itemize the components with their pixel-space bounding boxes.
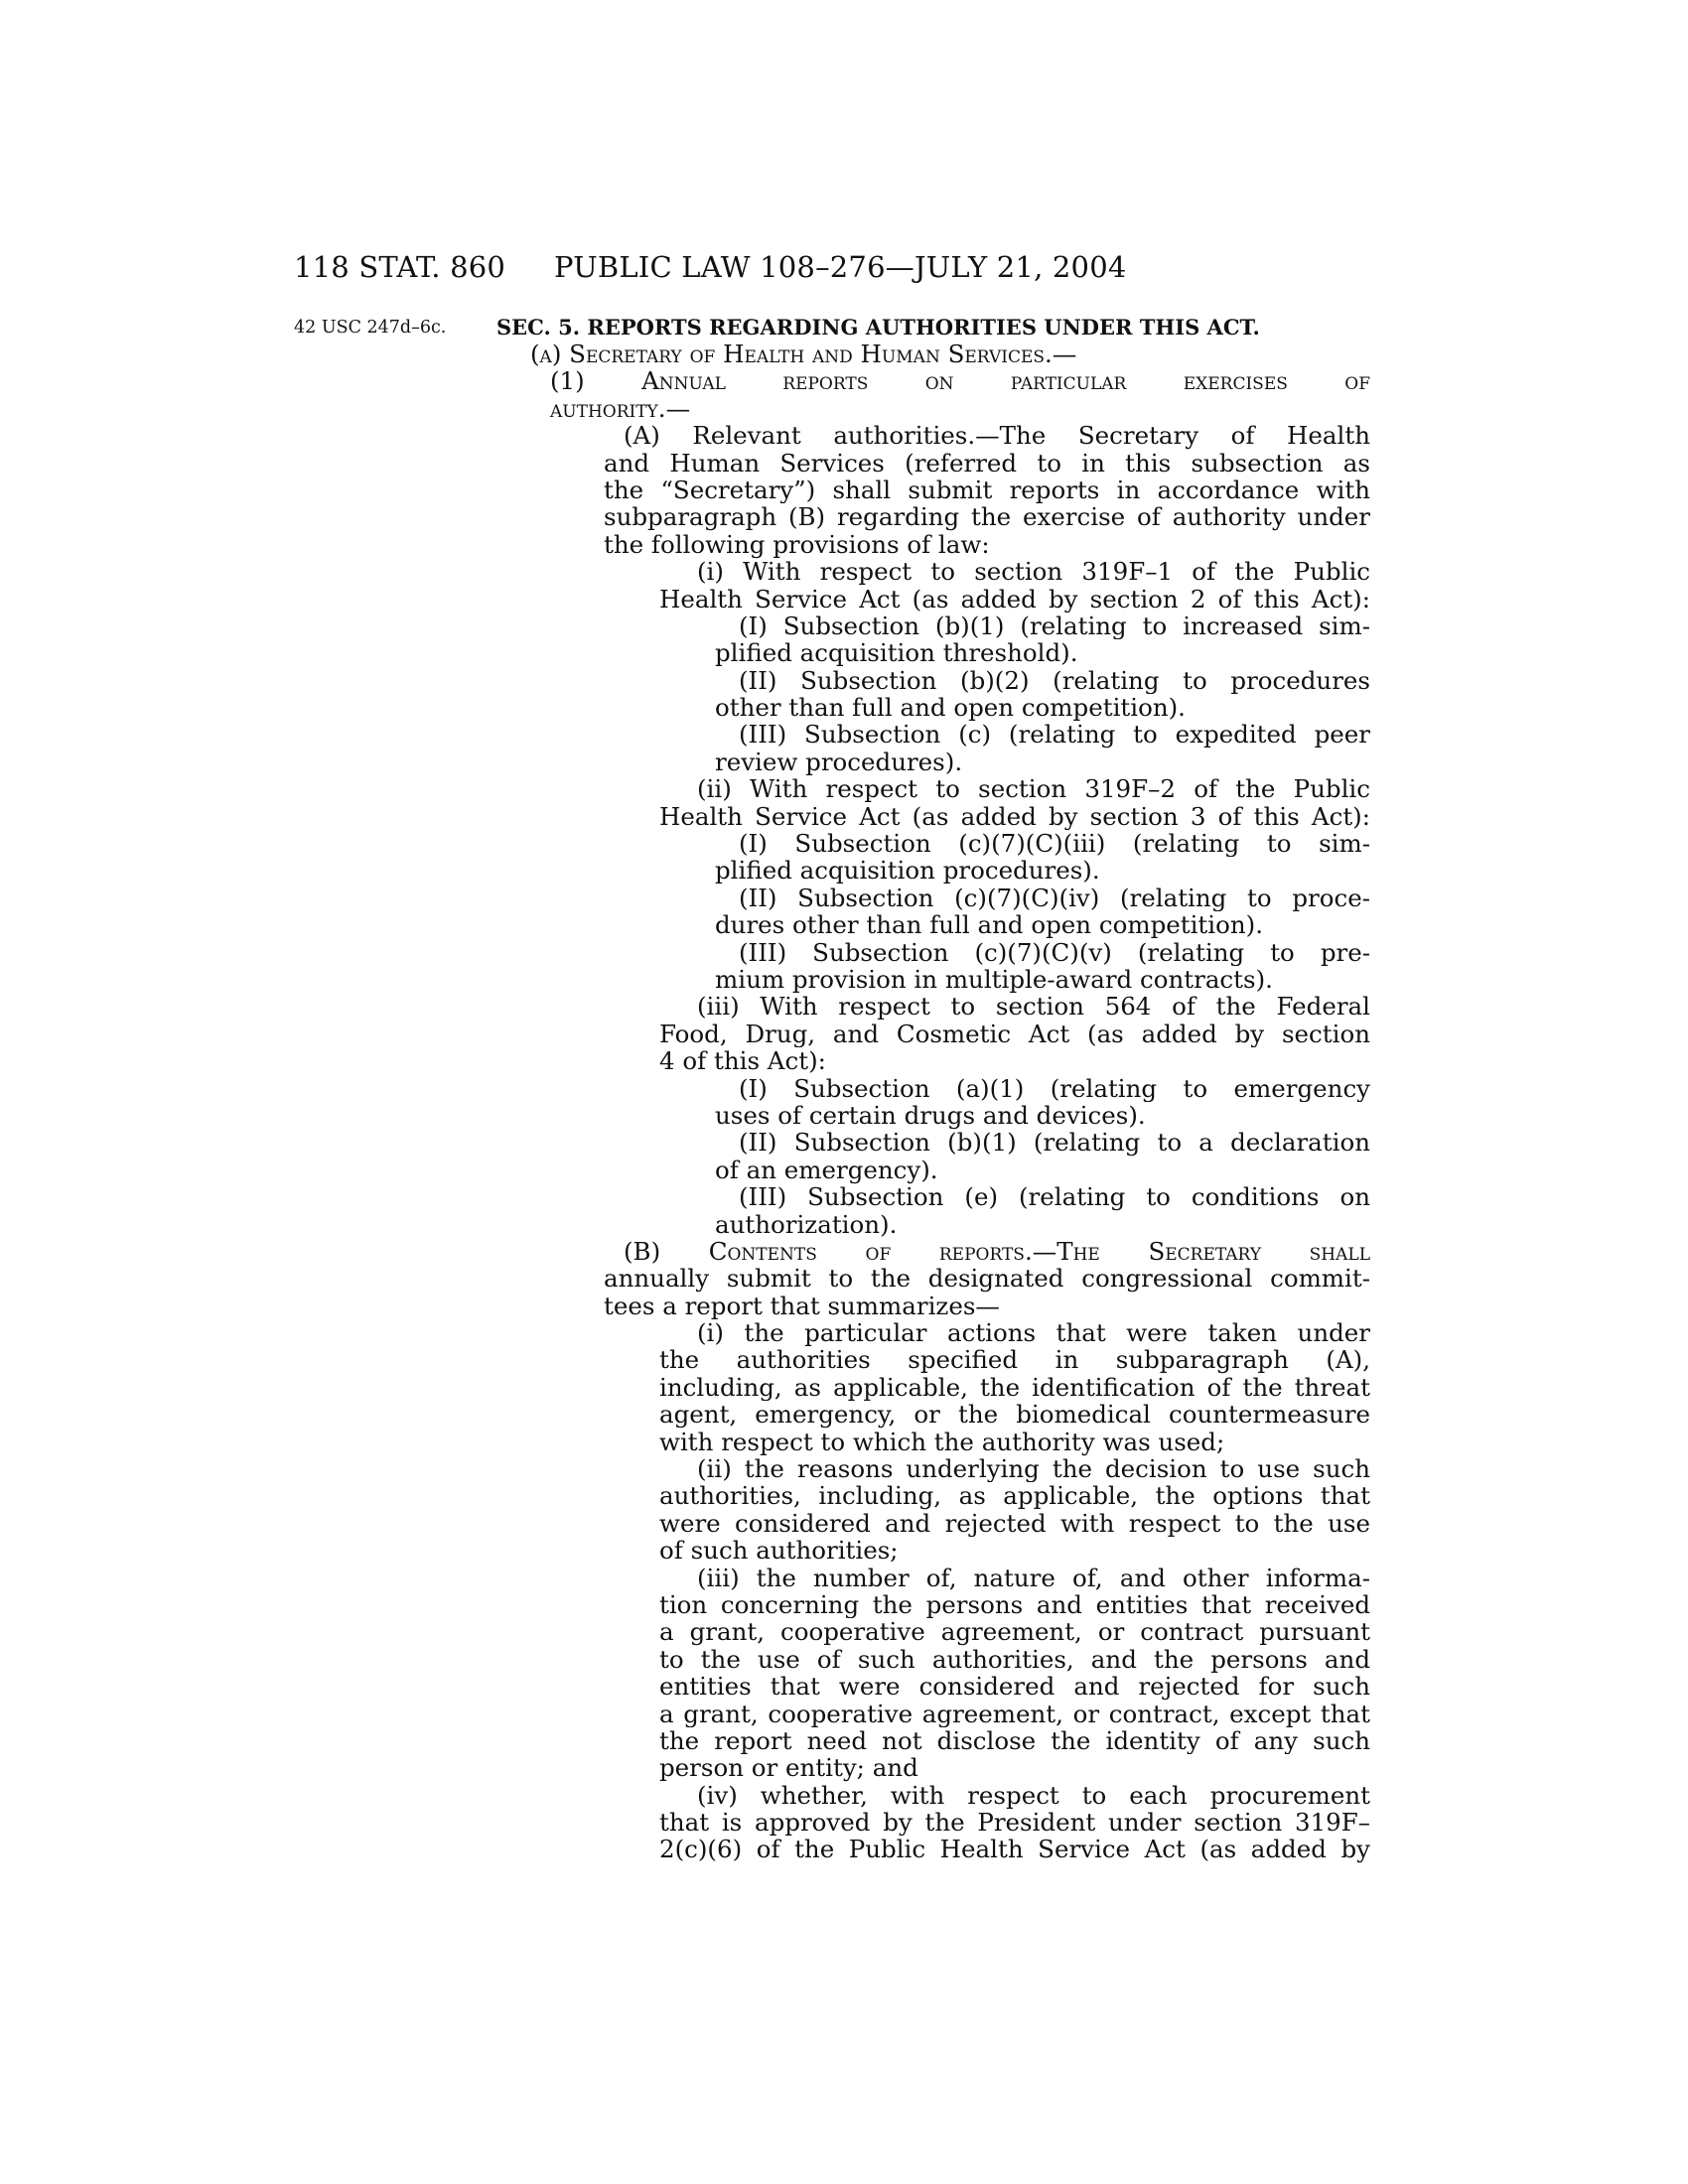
stat-page-number: 118 STAT. 860 [294,250,506,284]
paragraph-line: (B) Contents of reports.—The Secretary shall [624,1237,1370,1266]
paragraph-line: the following provisions of law: [604,529,990,559]
paragraph-line: (III) Subsection (c) (relating to expedited peer [739,721,1370,749]
paragraph-line: entities that were considered and rejected for such [659,1673,1370,1701]
paragraph-line: (II) Subsection (b)(1) (relating to a declaration [739,1129,1370,1157]
paragraph-line: (II) Subsection (b)(2) (relating to procedures [739,666,1370,695]
paragraph-line: (II) Subsection (c)(7)(C)(iv) (relating to proce- [739,884,1370,912]
paragraph-line: with respect to which the authority was used; [659,1427,1225,1456]
paragraph-line: (A) Relevant authorities.—The Secretary of Health [624,422,1370,450]
paragraph-line: (i) With respect to section 319F–1 of the Public [697,558,1370,586]
margin-citation: 42 USC 247d–6c. [294,318,447,338]
running-header-title: PUBLIC LAW 108–276—JULY 21, 2004 [554,250,1127,284]
paragraph-line: agent, emergency, or the biomedical countermeasure [659,1401,1370,1429]
paragraph-line: plified acquisition procedures). [715,856,1100,886]
paragraph-line: 4 of this Act): [659,1046,826,1076]
paragraph-line: Food, Drug, and Cosmetic Act (as added by section [659,1020,1370,1048]
paragraph-line: authority.— [550,393,691,423]
paragraph-line: (iii) With respect to section 564 of the Federal [697,993,1370,1021]
paragraph-line: other than full and open competition). [715,693,1186,723]
paragraph-line: (i) the particular actions that were taken under [697,1319,1370,1347]
paragraph-line: tion concerning the persons and entities that received [659,1590,1370,1619]
paragraph-line: tees a report that summarizes— [604,1291,1000,1320]
subsection-a-heading: (a) Secretary of Health and Human Services.— [530,340,1077,368]
paragraph-line: to the use of such authorities, and the persons and [659,1645,1370,1674]
paragraph-line: Health Service Act (as added by section 3 of this Act): [659,802,1370,831]
paragraph-line: dures other than full and open competition). [715,910,1263,940]
paragraph-line: uses of certain drugs and devices). [715,1100,1146,1130]
paragraph-line: Health Service Act (as added by section 2 of this Act): [659,585,1370,613]
paragraph-line: (iv) whether, with respect to each procurement [697,1781,1370,1810]
paragraph-line: annually submit to the designated congressional commit- [604,1265,1370,1293]
section-heading: SEC. 5. REPORTS REGARDING AUTHORITIES UNDER THIS ACT. [496,315,1260,340]
paragraph-line: were considered and rejected with respect to the use [659,1509,1370,1538]
paragraph-line: plified acquisition threshold). [715,638,1078,668]
paragraph-line: 2(c)(6) of the Public Health Service Act (as added by [659,1836,1370,1863]
paragraph-line: authorities, including, as applicable, the options that [659,1482,1370,1510]
paragraph-line: a grant, cooperative agreement, or contract pursuant [659,1618,1370,1646]
paragraph-line: (III) Subsection (c)(7)(C)(v) (relating to pre- [739,938,1370,966]
paragraph-line: the authorities specified in subparagraph (A), [659,1346,1370,1374]
paragraph-line: a grant, cooperative agreement, or contract, except that [659,1700,1370,1727]
paragraph-line: of an emergency). [715,1155,938,1184]
paragraph-line: that is approved by the President under section 319F– [659,1809,1370,1837]
paragraph-line: the “Secretary”) shall submit reports in accordance with [604,476,1370,504]
paragraph-line: authorization). [715,1209,898,1239]
paragraph-line: (ii) With respect to section 319F–2 of the Public [697,775,1370,803]
paragraph-line: (ii) the reasons underlying the decision to use such [697,1455,1370,1483]
paragraph-line: review procedures). [715,747,963,776]
paragraph-line: mium provision in multiple-award contracts). [715,964,1273,994]
statute-body [0,341,1688,1863]
paragraph-line: subparagraph (B) regarding the exercise of authority under [604,503,1370,531]
paragraph-line: (I) Subsection (b)(1) (relating to increased sim- [739,612,1370,640]
paragraph-line: including, as applicable, the identification of the threat [659,1373,1370,1402]
paragraph-line: (I) Subsection (a)(1) (relating to emergency [739,1074,1370,1102]
paragraph-line: person or entity; and [659,1753,918,1783]
paragraph-line: (iii) the number of, nature of, and other informa- [697,1564,1370,1591]
paragraph-line: (1) Annual reports on particular exercises of [550,367,1370,395]
paragraph-line: of such authorities; [659,1536,899,1566]
paragraph-line: the report need not disclose the identity of any such [659,1726,1370,1755]
paragraph-line: (III) Subsection (e) (relating to conditions on [739,1183,1370,1211]
paragraph-line: (I) Subsection (c)(7)(C)(iii) (relating to sim- [739,830,1370,858]
paragraph-line: and Human Services (referred to in this subsection as [604,449,1370,477]
